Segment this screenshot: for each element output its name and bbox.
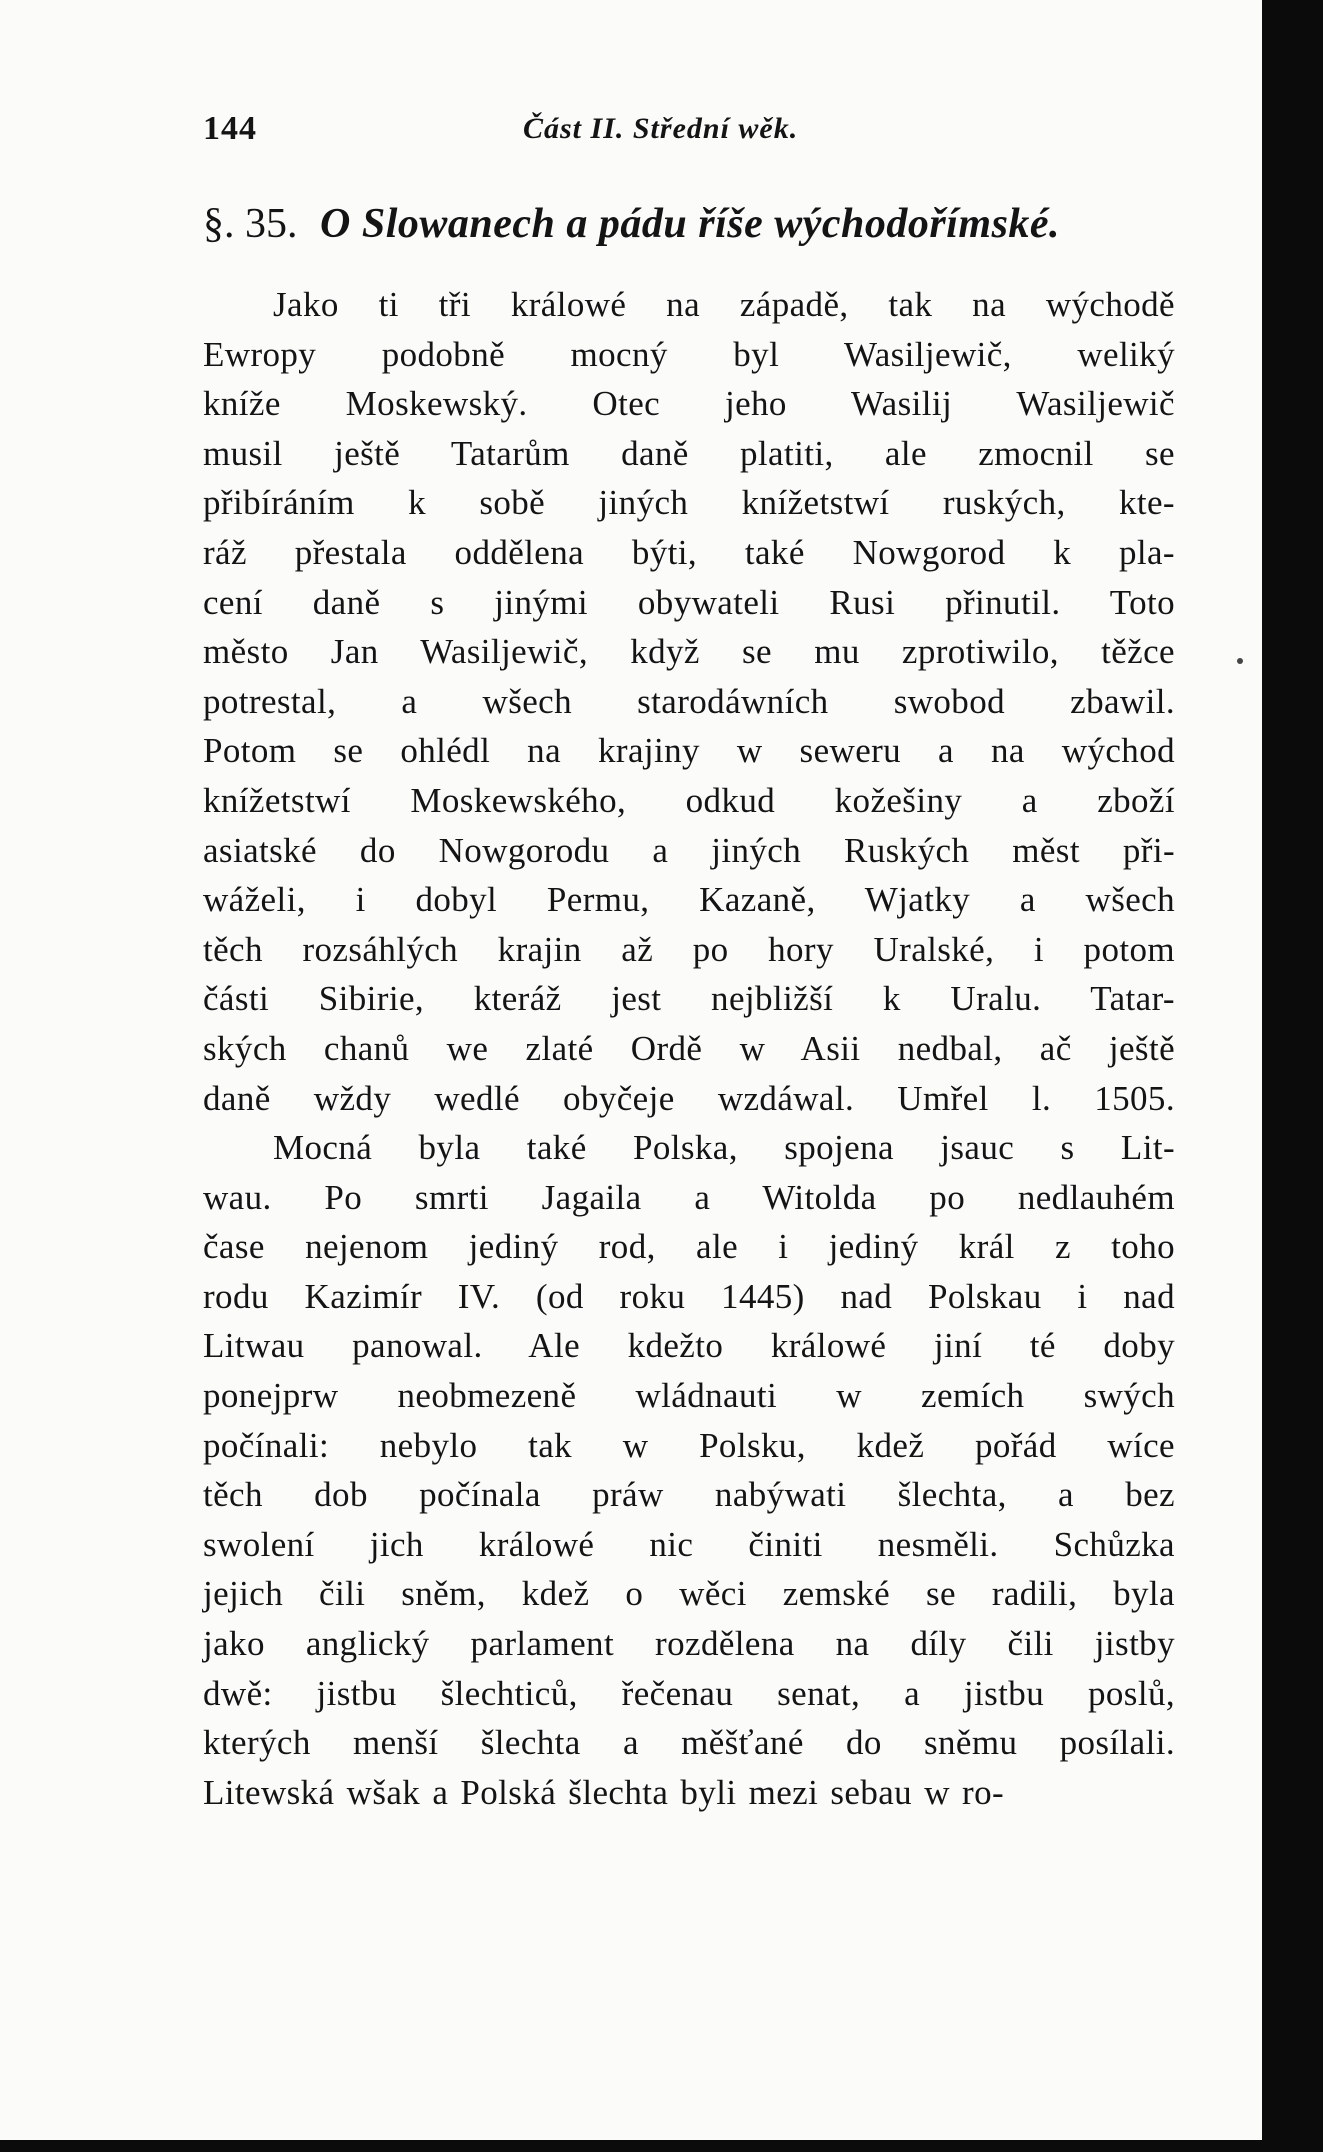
text-line: těch rozsáhlých krajin až po hory Uralské, i potom	[203, 929, 1175, 969]
text-line: Litewská wšak a Polská šlechta byli mezi sebau w ro-	[203, 1772, 1005, 1812]
text-line: musil ještě Tatarům daně platiti, ale zmocnil se	[203, 433, 1175, 473]
text-line: jako anglický parlament rozdělena na díly čili jistby	[203, 1624, 1175, 1664]
text-line: ráž přestala oddělena býti, také Nowgorod k pla-	[203, 532, 1175, 572]
text-line: wau. Po smrti Jagaila a Witolda po nedlauhém	[203, 1177, 1175, 1217]
text-line: město Jan Wasiljewič, když se mu zprotiwilo, těžce	[203, 632, 1175, 672]
text-line: Jako ti tři králowé na západě, tak na wýchodě	[273, 285, 1175, 324]
chapter-title	[203, 200, 1175, 270]
text-line: jejich čili sněm, kdež o wěci zemské se radili, byla	[203, 1574, 1175, 1614]
text-line: daně wždy wedlé obyčeje wzdáwal. Umřel l. 1505.	[203, 1078, 1175, 1118]
text-line: kterých menší šlechta a měšťané do sněmu posílali.	[203, 1723, 1175, 1763]
text-line: čase nejenom jediný rod, ale i jediný král z toho	[203, 1227, 1175, 1267]
chapter-heading: O Slowanech a pádu říše wýchodořímské.	[320, 201, 1061, 247]
scan-speck	[1237, 658, 1243, 664]
text-line: těch dob počínala práw nabýwati šlechta, a bez	[203, 1475, 1175, 1515]
running-head	[203, 110, 1175, 170]
text-line: ských chanů we zlaté Ordě w Asii nedbal, ač ještě	[203, 1028, 1175, 1068]
text-line: rodu Kazimír IV. (od roku 1445) nad Polskau i nad	[203, 1276, 1175, 1316]
scan-edge-right	[1262, 0, 1323, 2152]
text-line: přibíráním k sobě jiných knížetstwí ruských, kte-	[203, 483, 1175, 523]
text-line: části Sibirie, kteráž jest nejbližší k Uralu. Tatar-	[203, 979, 1175, 1019]
text-line: kníže Moskewský. Otec jeho Wasilij Wasiljewič	[203, 384, 1175, 424]
text-line: Ewropy podobně mocný byl Wasiljewič, weliký	[203, 334, 1175, 374]
text-line: knížetstwí Moskewského, odkud kožešiny a zboží	[203, 780, 1175, 820]
text-line: potrestal, a wšech starodáwních swobod zbawil.	[203, 681, 1175, 721]
text-line: Mocná byla také Polska, spojena jsauc s Lit-	[273, 1128, 1175, 1168]
text-line: dwě: jistbu šlechticů, řečenau senat, a jistbu poslů,	[203, 1673, 1175, 1713]
text-line: Potom se ohlédl na krajiny w sewеru a na wýchod	[203, 731, 1175, 771]
section-header: Část II. Střední wěk.	[523, 112, 799, 145]
text-line: wáželi, i dobyl Permu, Kazaně, Wjatky a wšech	[203, 880, 1175, 920]
text-line: počínali: nebylo tak w Polsku, kdež pořád wíce	[203, 1425, 1175, 1465]
body-text	[203, 280, 1175, 1817]
page-content	[203, 110, 1175, 1817]
text-line: swolení jich králowé nic činiti nesměli. Schůzka	[203, 1524, 1175, 1564]
page-number: 144	[203, 110, 257, 147]
text-line: cení daně s jinými obywateli Rusi přinutil. Toto	[203, 582, 1175, 622]
scan-edge-bottom	[0, 2140, 1323, 2152]
text-line: Litwau panowal. Ale kdežto králowé jiní té doby	[203, 1326, 1175, 1366]
text-line: ponejprw neobmezeně wládnauti w zemích swých	[203, 1376, 1175, 1416]
text-line: asiatské do Nowgorodu a jiných Ruských měst při-	[203, 830, 1175, 870]
chapter-number: §. 35.	[203, 201, 298, 247]
